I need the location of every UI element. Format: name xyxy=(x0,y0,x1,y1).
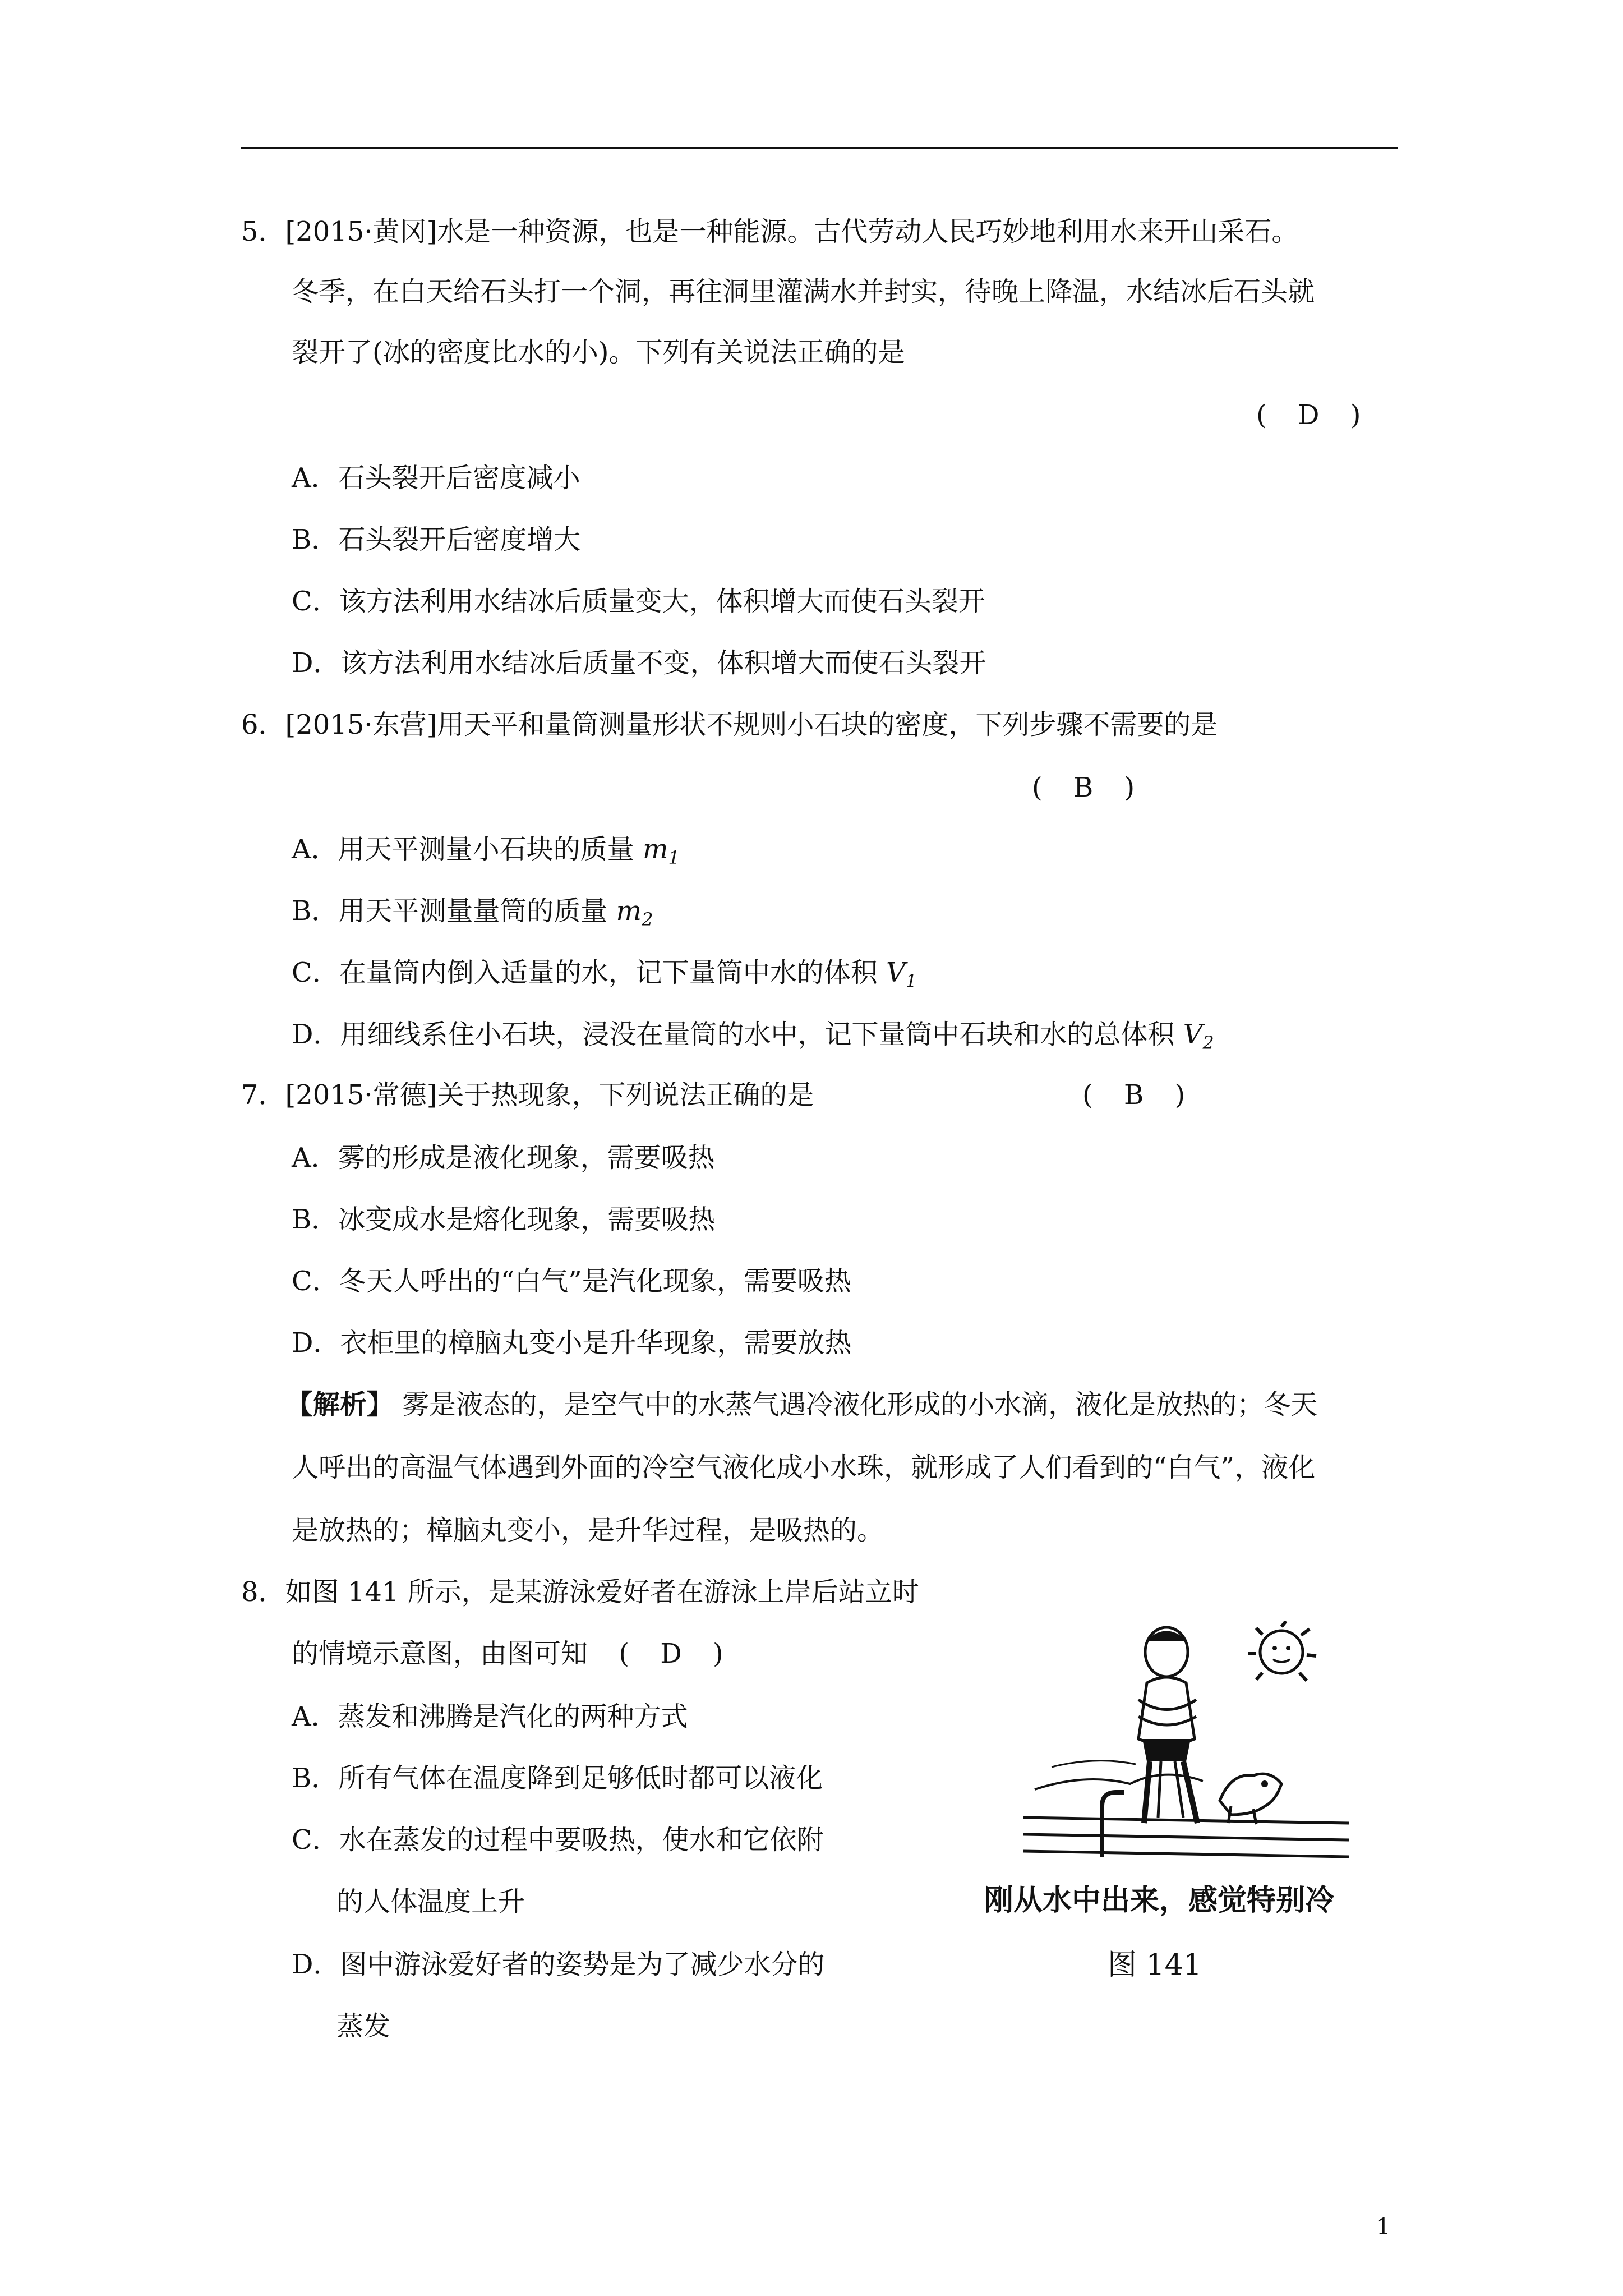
q6-option-b-sub: 2 xyxy=(642,909,653,930)
q5-option-a: A．石头裂开后密度减小 xyxy=(292,462,580,494)
dog-figure xyxy=(1220,1774,1281,1824)
q6-option-a-text: A．用天平测量小石块的质量 xyxy=(292,834,643,865)
q6-option-d-text: D．用细线系住小石块，浸没在量筒的水中，记下量筒中石块和水的总体积 xyxy=(292,1019,1183,1050)
q6-option-c-text: C．在量筒内倒入适量的水，记下量筒中水的体积 xyxy=(292,957,886,988)
header-rule xyxy=(241,147,1398,149)
q7-stem: 7．[2015·常德]关于热现象，下列说法正确的是 xyxy=(241,1079,814,1111)
q6-stem: 6．[2015·东营]用天平和量筒测量形状不规则小石块的密度，下列步骤不需要的是 xyxy=(241,709,1218,740)
q7-analysis-line1 xyxy=(286,1388,1317,1421)
page-number: 1 xyxy=(1376,2214,1391,2240)
q8-option-c-line1: C．水在蒸发的过程中要吸热，使水和它依附 xyxy=(292,1824,824,1856)
q8-stem-line2 xyxy=(292,1637,735,1671)
q6-option-b-text: B．用天平测量量筒的质量 xyxy=(292,895,616,927)
q5-option-b: B．石头裂开后密度增大 xyxy=(292,524,581,555)
q7-analysis-line2: 人呼出的高温气体遇到外面的冷空气液化成小水珠，就形成了人们看到的“白气”，液化 xyxy=(292,1452,1316,1483)
q8-stem-line2-text: 的情境示意图，由图可知 xyxy=(292,1638,588,1669)
q5-option-d: D．该方法利用水结冰后质量不变，体积增大而使石头裂开 xyxy=(292,647,986,679)
figure-label: 图 141 xyxy=(1108,1948,1202,1982)
q5-option-c: C．该方法利用水结冰后质量变大，体积增大而使石头裂开 xyxy=(292,586,985,617)
swimmer-illustration xyxy=(1018,1621,1354,1896)
q8-option-d-line1: D．图中游泳爱好者的姿势是为了减少水分的 xyxy=(292,1949,825,1980)
q6-option-d-sub: 2 xyxy=(1202,1032,1214,1053)
q6-option-a-sub: 1 xyxy=(668,847,680,868)
q6-option-c-var: V xyxy=(886,957,906,988)
q6-option-b xyxy=(292,894,653,936)
q7-option-b: B．冰变成水是熔化现象，需要吸热 xyxy=(292,1204,716,1235)
q6-option-b-var: m xyxy=(616,895,642,927)
swimmer-figure xyxy=(1138,1627,1197,1823)
q7-analysis-text1: 雾是液态的，是空气中的水蒸气遇冷液化形成的小水滴，液化是放热的；冬天 xyxy=(394,1389,1318,1420)
q7-analysis-label: 【解析】 xyxy=(286,1389,394,1420)
q6-option-d xyxy=(292,1018,1214,1060)
q5-stem-line1: 5．[2015·黄冈]水是一种资源，也是一种能源。古代劳动人民巧妙地利用水来开山采石。 xyxy=(241,216,1299,247)
q6-option-c-sub: 1 xyxy=(905,970,917,992)
q8-option-b: B．所有气体在温度降到足够低时都可以液化 xyxy=(292,1763,823,1794)
q7-option-c: C．冬天人呼出的“白气”是汽化现象，需要吸热 xyxy=(292,1266,851,1297)
q8-stem-line1: 8．如图 141 所示，是某游泳爱好者在游泳上岸后站立时 xyxy=(241,1576,919,1608)
q7-option-a: A．雾的形成是液化现象，需要吸热 xyxy=(292,1142,715,1174)
q8-option-d-line2: 蒸发 xyxy=(336,2010,391,2042)
q8-answer: ( D ) xyxy=(619,1638,735,1669)
q7-answer: ( B ) xyxy=(1082,1079,1197,1111)
sun-icon xyxy=(1248,1621,1316,1681)
q6-option-a-var: m xyxy=(642,834,668,865)
q6-answer: ( B ) xyxy=(1032,772,1146,803)
q8-option-c-line2: 的人体温度上升 xyxy=(336,1886,525,1917)
q5-answer: ( D ) xyxy=(1256,399,1372,431)
q6-option-a xyxy=(292,832,680,875)
q6-option-d-var: V xyxy=(1183,1019,1203,1050)
q5-stem-line2: 冬季，在白天给石头打一个洞，再往洞里灌满水并封实，待晚上降温，水结冰后石头就 xyxy=(292,276,1315,307)
q8-option-a: A．蒸发和沸腾是汽化的两种方式 xyxy=(292,1701,688,1732)
q7-analysis-line3: 是放热的；樟脑丸变小，是升华过程，是吸热的。 xyxy=(292,1515,884,1546)
q7-option-d: D．衣柜里的樟脑丸变小是升华现象，需要放热 xyxy=(292,1327,852,1359)
q5-stem-line3: 裂开了(冰的密度比水的小)。下列有关说法正确的是 xyxy=(292,337,905,368)
figure-caption: 刚从水中出来，感觉特别冷 xyxy=(984,1883,1335,1917)
q6-option-c xyxy=(292,956,917,998)
